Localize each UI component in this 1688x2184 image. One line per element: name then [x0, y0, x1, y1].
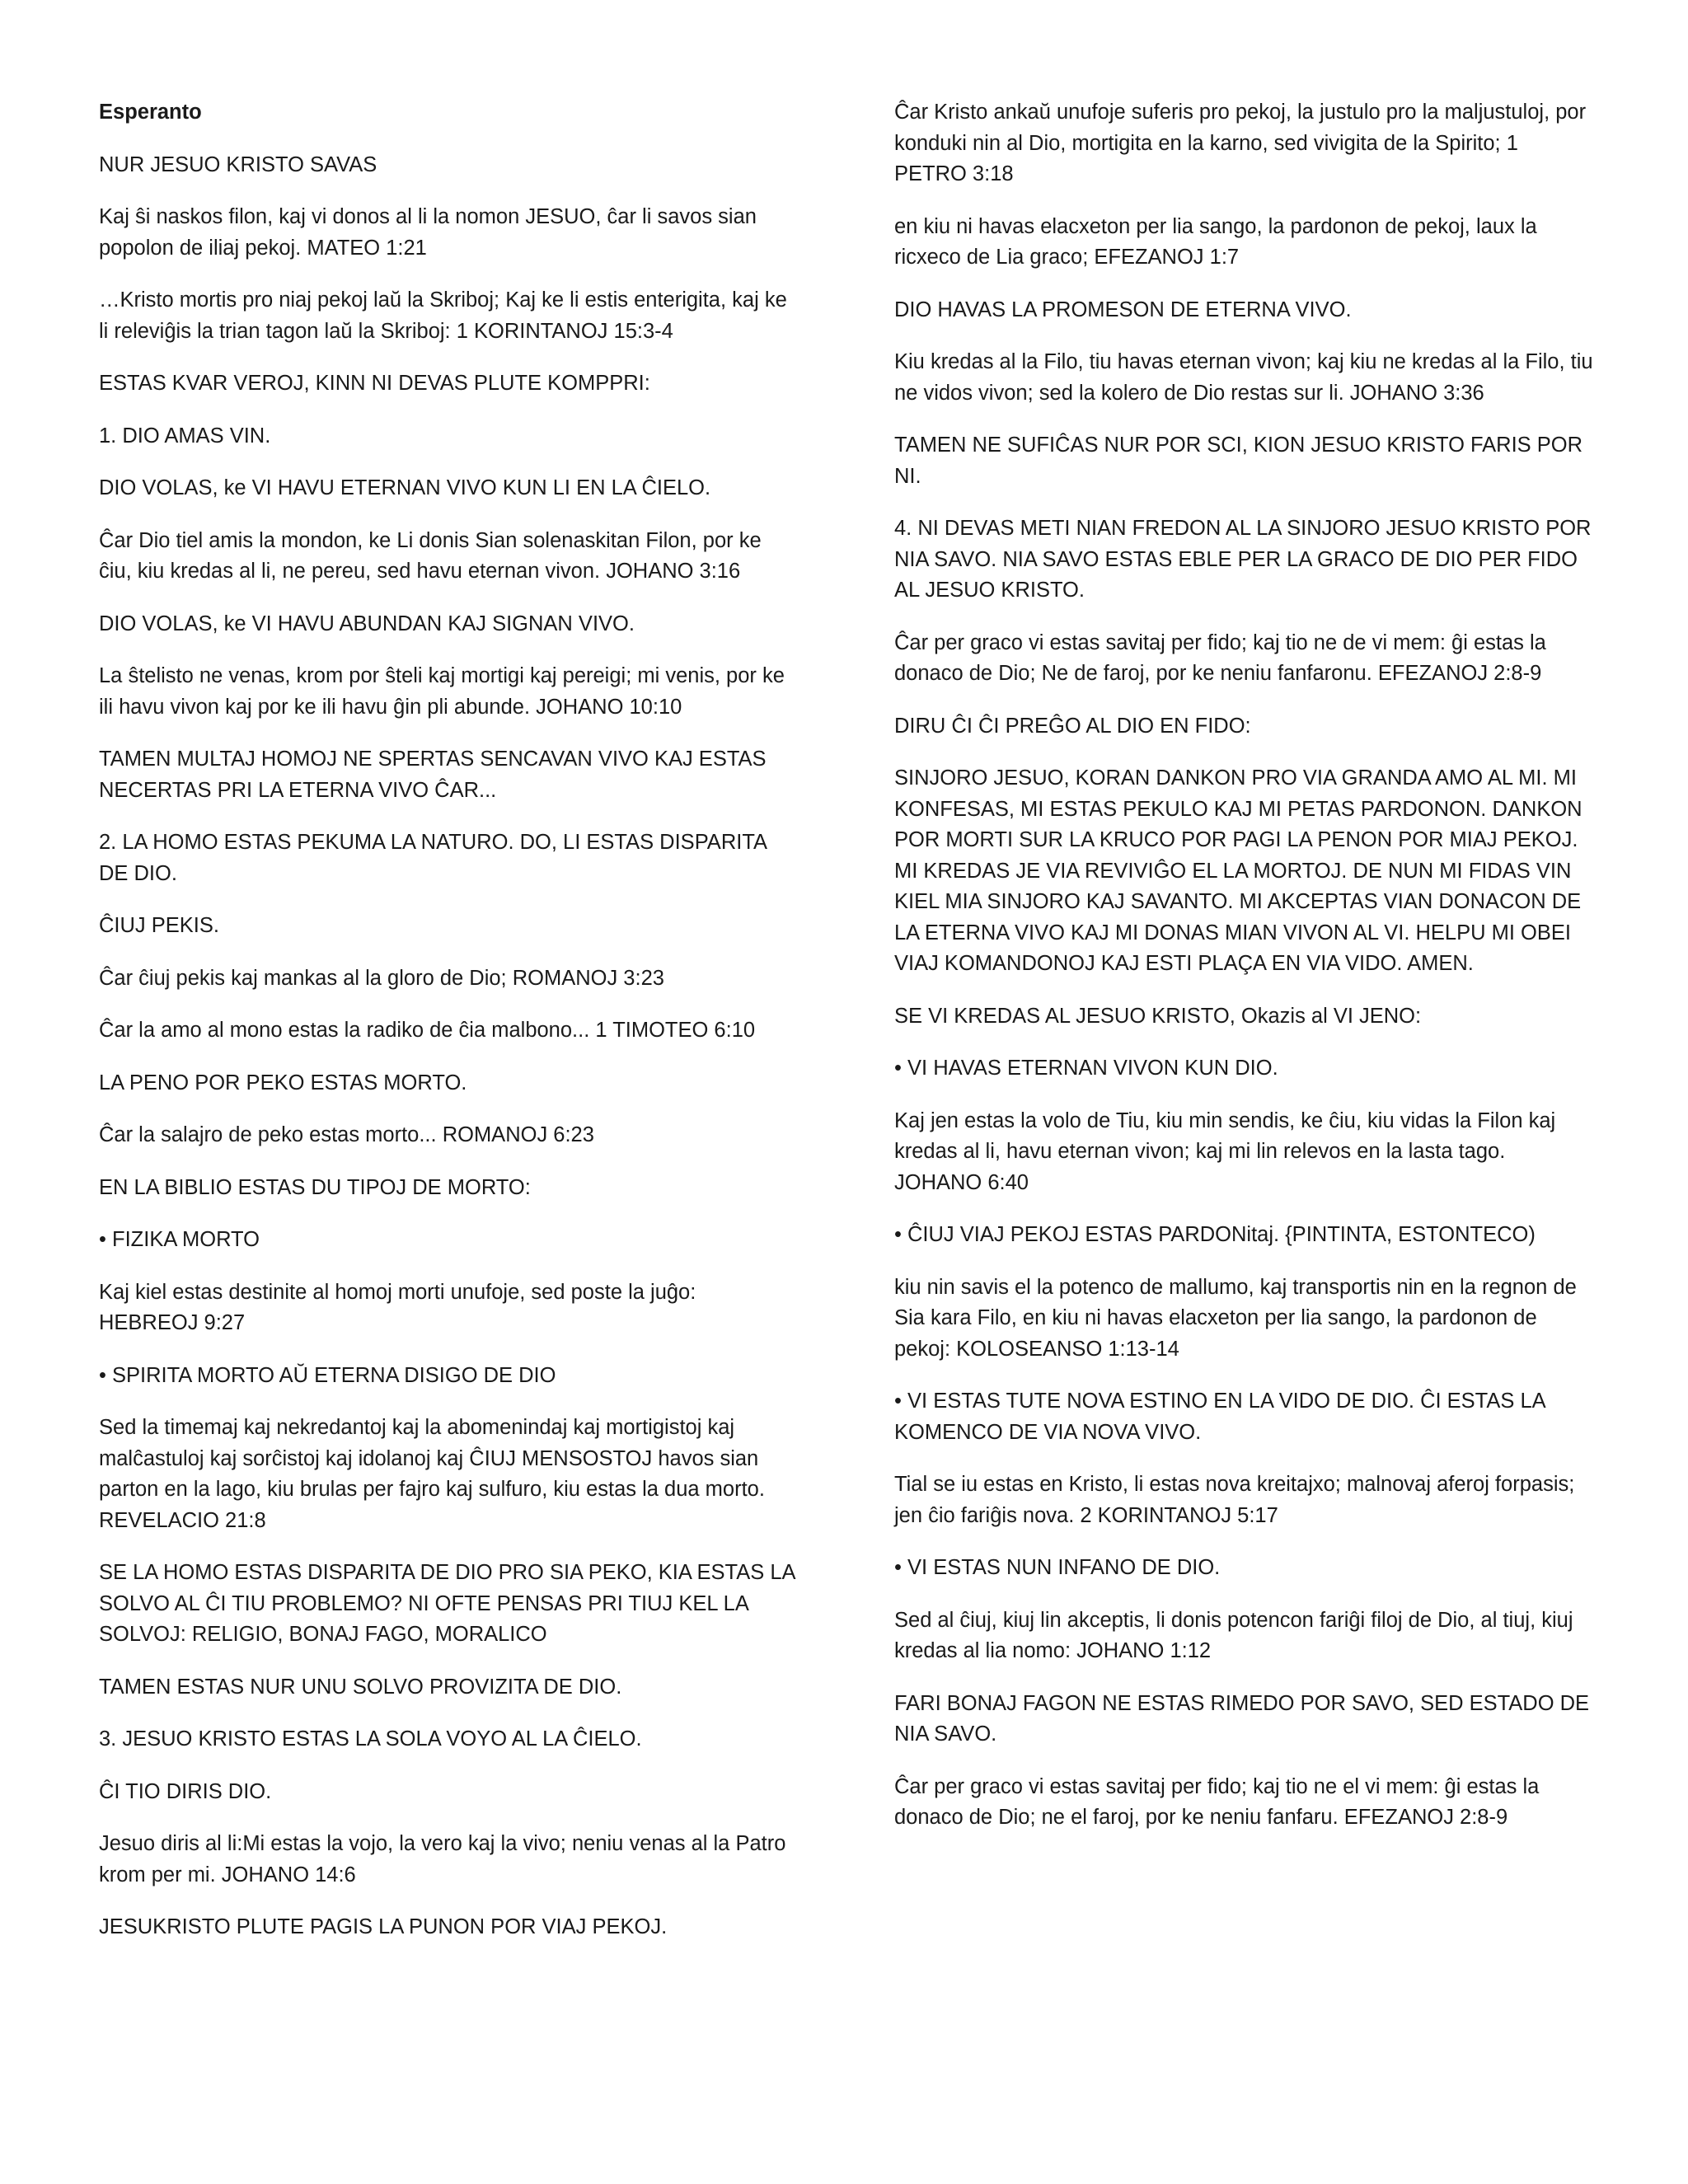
paragraph: LA PENO POR PEKO ESTAS MORTO. [99, 1071, 467, 1094]
paragraph: Ĉar per graco vi estas savitaj per fido; kaj tio ne el vi mem: ĝi estas la donaco de Dio; ne el faroj, por ke neniu fanfaru. EFEZANOJ 2:8-9 [894, 1774, 1540, 1829]
paragraph: 1. DIO AMAS VIN. [99, 424, 271, 448]
paragraph: Ĉar per graco vi estas savitaj per fido; kaj tio ne de vi mem: ĝi estas la donaco de Dio; Ne de faroj, por ke neniu fanfaronu. EFEZANOJ 2:8-9 [894, 630, 1546, 685]
paragraph: SE VI KREDAS AL JESUO KRISTO, Okazis al VI JENO: [894, 1004, 1422, 1028]
paragraph: Sed al ĉiuj, kiuj lin akceptis, li donis potencon fariĝi filoj de Dio, al tiuj, kiuj kredas al lia nomo: JOHANO 1:12 [894, 1608, 1573, 1662]
paragraph: Jesuo diris al li:Mi estas la vojo, la vero kaj la vivo; neniu venas al la Patro krom per mi. JOHANO 14:6 [99, 1832, 786, 1886]
paragraph: 2. LA HOMO ESTAS PEKUMA LA NATURO. DO, LI ESTAS DISPARITA DE DIO. [99, 831, 767, 885]
bullet-item: • SPIRITA MORTO AŬ ETERNA DISIGO DE DIO [99, 1363, 556, 1387]
paragraph: Ĉar Kristo ankaŭ unufoje suferis pro pekoj, la justulo pro la maljustuloj, por konduki nin al Dio, mortigita en la karno, sed vivigita de la Spirito; 1 PETRO 3:18 [894, 101, 1587, 185]
bullet-item: • ĈIUJ VIAJ PEKOJ ESTAS PARDONitaj. {PINTINTA, ESTONTECO) [894, 1223, 1536, 1246]
paragraph: La ŝtelisto ne venas, krom por ŝteli kaj mortigi kaj pereigi; mi venis, por ke ili havu vivon kaj por ke ili havu ĝin pli abunde. JOHANO 10:10 [99, 664, 785, 719]
paragraph: TAMEN ESTAS NUR UNU SOLVO PROVIZITA DE DIO. [99, 1675, 622, 1699]
paragraph: Kaj ŝi naskos filon, kaj vi donos al li la nomon JESUO, ĉar li savos sian popolon de iliaj pekoj. MATEO 1:21 [99, 205, 757, 260]
paragraph: DIO VOLAS, ke VI HAVU ETERNAN VIVO KUN LI EN LA ĈIELO. [99, 476, 711, 499]
paragraph: Kiu kredas al la Filo, tiu havas eternan vivon; kaj kiu ne kredas al la Filo, tiu ne vidos vivon; sed la kolero de Dio restas sur li. JOHANO 3:36 [894, 350, 1593, 405]
bullet-item: • FIZIKA MORTO [99, 1228, 260, 1251]
paragraph: TAMEN NE SUFIĈAS NUR POR SCI, KION JESUO KRISTO FARIS POR NI. [894, 434, 1583, 488]
paragraph: ESTAS KVAR VEROJ, KINN NI DEVAS PLUTE KOMPPRI: [99, 372, 650, 395]
paragraph: Ĉar ĉiuj pekis kaj mankas al la gloro de Dio; ROMANOJ 3:23 [99, 966, 664, 990]
paragraph: DIO VOLAS, ke VI HAVU ABUNDAN KAJ SIGNAN VIVO. [99, 612, 635, 635]
paragraph: Tial se iu estas en Kristo, li estas nova kreitajxo; malnovaj aferoj forpasis; jen ĉio fariĝis nova. 2 KORINTANOJ 5:17 [894, 1473, 1575, 1527]
paragraph: …Kristo mortis pro niaj pekoj laŭ la Skriboj; Kaj ke li estis enterigita, kaj ke li releviĝis la trian tagon laŭ la Skriboj: 1 KORINTANOJ 15:3-4 [99, 288, 787, 343]
left-column [99, 97, 799, 1965]
paragraph: SE LA HOMO ESTAS DISPARITA DE DIO PRO SIA PEKO, KIA ESTAS LA SOLVO AL ĈI TIU PROBLEMO? NI OFTE PENSAS PRI TIUJ KEL LA SOLVOJ: RELIGIO, BONAJ FAGO, MORALICO [99, 1561, 795, 1646]
language-heading: Esperanto [99, 101, 202, 124]
paragraph: Ĉar la salajro de peko estas morto... ROMANOJ 6:23 [99, 1123, 594, 1146]
paragraph: 4. NI DEVAS METI NIAN FREDON AL LA SINJORO JESUO KRISTO POR NIA SAVO. NIA SAVO ESTAS EBLE PER LA GRACO DE DIO PER FIDO AL JESUO KRISTO. [894, 517, 1592, 602]
paragraph: NUR JESUO KRISTO SAVAS [99, 152, 377, 176]
paragraph: Kaj jen estas la volo de Tiu, kiu min sendis, ke ĉiu, kiu vidas la Filon kaj kredas al li, havu eternan vivon; kaj mi lin relevos en la lasta tago. JOHANO 6:40 [894, 1108, 1556, 1194]
paragraph: en kiu ni havas elacxeton per lia sango, la pardonon de pekoj, laux la ricxeco de Lia graco; EFEZANOJ 1:7 [894, 214, 1537, 269]
prayer-paragraph: SINJORO JESUO, KORAN DANKON PRO VIA GRANDA AMO AL MI. MI KONFESAS, MI ESTAS PEKULO KAJ MI PETAS PARDONON. DANKON POR MORTI SUR LA KRUCO POR PAGI LA PENON POR MIAJ PEKOJ. MI KREDAS JE VIA REVIVIĜO EL LA MORTOJ. DE NUN MI FIDAS VIN KIEL MIA SINJORO KAJ SAVANTO. MI AKCEPTAS VIAN DONACON DE LA ETERNA VIVO KAJ MI DONAS MIAN VIVON AL VI. HELPU MI OBEI VIAJ KOMANDONOJ KAJ ESTI PLAÇA EN VIA VIDO. AMEN. [894, 766, 1582, 975]
right-column [894, 97, 1595, 1855]
paragraph: DIO HAVAS LA PROMESON DE ETERNA VIVO. [894, 298, 1352, 321]
bullet-item: • VI ESTAS NUN INFANO DE DIO. [894, 1556, 1221, 1579]
paragraph: Ĉar Dio tiel amis la mondon, ke Li donis Sian solenaskitan Filon, por ke ĉiu, kiu kredas al li, ne pereu, sed havu eternan vivon. JOHANO 3:16 [99, 528, 762, 583]
paragraph: Sed la timemaj kaj nekredantoj kaj la abomenindaj kaj mortigistoj kaj malĉastuloj kaj sorĉistoj kaj idolanoj kaj ĈIUJ MENSOSTOJ havos sian parton en la lago, kiu brulas per fajro kaj sulfuro, kiu estas la dua morto. REVELACIO 21:8 [99, 1416, 765, 1532]
bullet-item: • VI ESTAS TUTE NOVA ESTINO EN LA VIDO DE DIO. ĈI ESTAS LA KOMENCO DE VIA NOVA VIVO. [894, 1390, 1545, 1444]
paragraph: EN LA BIBLIO ESTAS DU TIPOJ DE MORTO: [99, 1175, 531, 1199]
paragraph: Ĉar la amo al mono estas la radiko de ĉia malbono... 1 TIMOTEO 6:10 [99, 1019, 756, 1042]
paragraph: JESUKRISTO PLUTE PAGIS LA PUNON POR VIAJ PEKOJ. [99, 1915, 668, 1938]
paragraph: ĈIUJ PEKIS. [99, 914, 219, 937]
paragraph: 3. JESUO KRISTO ESTAS LA SOLA VOYO AL LA ĈIELO. [99, 1727, 642, 1750]
paragraph: DIRU ĈI ĈI PREĜO AL DIO EN FIDO: [894, 714, 1251, 738]
paragraph: kiu nin savis el la potenco de mallumo, kaj transportis nin en la regnon de Sia kara Filo, en kiu ni havas elacxeton per lia sango, la pardonon de pekoj: KOLOSEANSO 1:13-14 [894, 1275, 1577, 1361]
paragraph: Kaj kiel estas destinite al homoj morti unufoje, sed poste la juĝo: HEBREOJ 9:27 [99, 1280, 696, 1334]
paragraph: TAMEN MULTAJ HOMOJ NE SPERTAS SENCAVAN VIVO KAJ ESTAS NECERTAS PRI LA ETERNA VIVO ĈAR... [99, 748, 767, 802]
paragraph: ĈI TIO DIRIS DIO. [99, 1779, 272, 1803]
paragraph: FARI BONAJ FAGON NE ESTAS RIMEDO POR SAVO, SED ESTADO DE NIA SAVO. [894, 1691, 1590, 1746]
bullet-item: • VI HAVAS ETERNAN VIVON KUN DIO. [894, 1057, 1278, 1080]
